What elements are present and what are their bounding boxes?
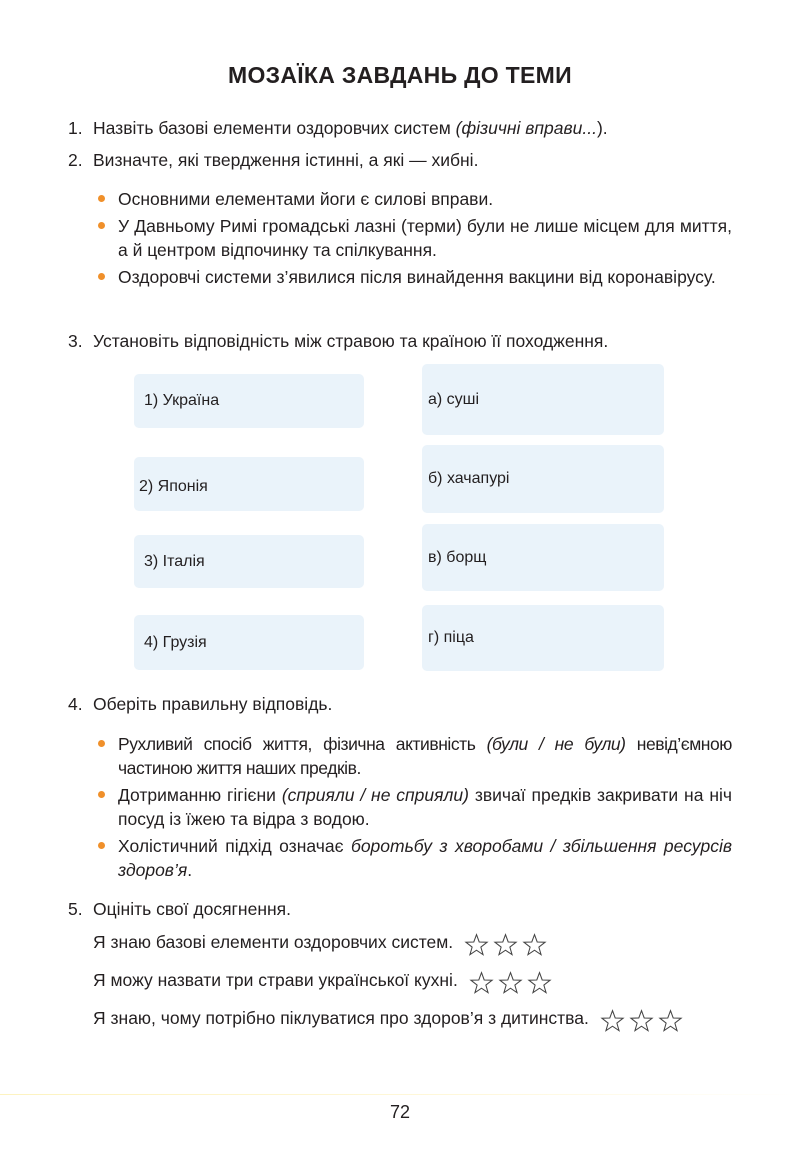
star-icon[interactable] (527, 971, 552, 995)
task-2 (68, 148, 732, 172)
task-number: 4. (68, 694, 83, 714)
self-assessment-row (93, 965, 556, 996)
dish-label: б) хачапурі (428, 470, 510, 487)
self-assessment-text: Я можу назвати три страви української кухні. (93, 970, 458, 990)
footer-divider (0, 1094, 800, 1095)
country-card[interactable] (134, 535, 364, 588)
choice-text: Холістичний підхід означає (118, 836, 351, 856)
task-number: 3. (68, 331, 83, 351)
choice-item (96, 783, 732, 831)
choice-text: невід’ємною частиною життя наших предків. (118, 734, 732, 778)
country-label: 1) Україна (144, 392, 220, 409)
task-text: Оцініть свої досягнення. (93, 899, 291, 919)
star-rating[interactable] (469, 966, 556, 996)
country-card[interactable] (134, 615, 364, 670)
self-assessment-row (93, 927, 551, 958)
dish-card[interactable] (422, 524, 664, 591)
star-icon[interactable] (464, 933, 489, 957)
country-label: 2) Японія (139, 478, 208, 495)
choice-item (96, 834, 732, 882)
choice-text: Дотриманню гігієни (118, 785, 282, 805)
task-5 (68, 897, 732, 921)
choice-text: Рухливий спосіб життя, фізична активність (118, 734, 487, 754)
self-assessment-text: Я знаю базові елементи оздоровчих систем. (93, 932, 454, 952)
statement-item: Основними елементами йоги є силові вправи. (96, 187, 732, 211)
dish-card[interactable] (422, 364, 664, 435)
task-italic: (фізичні вправи... (455, 118, 597, 138)
task-2-statements (96, 187, 732, 292)
star-icon[interactable] (493, 933, 518, 957)
task-4 (68, 692, 732, 716)
task-text: Оберіть правильну відповідь. (93, 694, 333, 714)
page-title: МОЗАЇКА ЗАВДАНЬ ДО ТЕМИ (228, 62, 572, 88)
task-number: 1. (68, 118, 83, 138)
country-card[interactable] (134, 374, 364, 428)
dish-label: г) піца (428, 629, 474, 646)
choice-options[interactable]: боротьбу з хворобами / збільшення ресурсів здоров’я (118, 836, 732, 880)
country-card[interactable] (134, 457, 364, 511)
dish-card[interactable] (422, 445, 664, 513)
statement-item: У Давньому Римі громадські лазні (терми) були не лише місцем для миття, а й центром відпочинку та спілкування. (96, 214, 732, 262)
star-rating[interactable] (600, 1004, 687, 1034)
task-number: 2. (68, 150, 83, 170)
task-3 (68, 329, 732, 353)
choice-text: звичаї предків закривати на ніч посуд із їжею та відра з водою. (118, 785, 732, 829)
page-number: 72 (389, 1102, 411, 1122)
star-icon[interactable] (469, 971, 494, 995)
task-text-end: ). (596, 118, 608, 138)
task-text: Визначте, які твердження істинні, а які — хибні. (93, 150, 479, 170)
star-icon[interactable] (498, 971, 523, 995)
country-label: 3) Італія (144, 552, 205, 570)
star-icon[interactable] (629, 1009, 654, 1033)
choice-item (96, 732, 732, 780)
star-icon[interactable] (522, 933, 547, 957)
dish-label: в) борщ (428, 548, 487, 566)
task-1 (68, 116, 732, 140)
self-assessment-row (93, 1003, 687, 1034)
star-icon[interactable] (600, 1009, 625, 1033)
choice-text: . (187, 860, 193, 880)
country-label: 4) Грузія (144, 633, 207, 651)
task-text: Назвіть базові елементи оздоровчих систем (93, 118, 456, 138)
self-assessment-text: Я знаю, чому потрібно піклуватися про здоров’я з дитинства. (93, 1008, 589, 1028)
dish-card[interactable] (422, 605, 664, 671)
task-text: Установіть відповідність між стравою та країною її походження. (93, 331, 609, 351)
star-icon[interactable] (658, 1009, 683, 1033)
dish-label: а) суші (428, 390, 480, 408)
task-4-choices (96, 732, 732, 885)
statement-item: Оздоровчі системи з’явилися після винайдення вакцини від коронавірусу. (96, 265, 732, 289)
choice-options[interactable]: (сприяли / не сприяли) (281, 785, 469, 805)
task-number: 5. (68, 899, 83, 919)
star-rating[interactable] (464, 928, 551, 958)
choice-options[interactable]: (були / не були) (486, 734, 626, 754)
